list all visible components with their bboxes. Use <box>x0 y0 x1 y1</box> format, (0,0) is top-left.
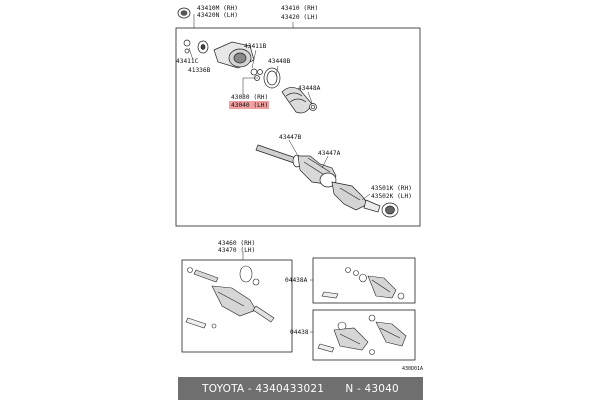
label-cap-lh: 43420N (LH) <box>197 12 238 19</box>
footer-bar <box>178 377 423 400</box>
cap-washer-drawing <box>178 8 190 18</box>
boot-kit-b-drawing <box>318 315 406 355</box>
alt-assembly-drawing <box>186 266 274 328</box>
figure-code: 430D01A <box>402 366 424 372</box>
label-joint-lh: 43040 (LH) <box>231 102 269 109</box>
label-cap-rh: 43410M (RH) <box>197 5 238 12</box>
label-main-lh: 43420 (LH) <box>281 14 319 21</box>
label-43411b: 43411B <box>244 43 267 50</box>
label-41336b: 41336B <box>188 67 211 74</box>
label-43448b: 43448B <box>268 58 291 65</box>
label-alt-rh: 43460 (RH) <box>218 240 256 247</box>
label-alt-lh: 43470 (LH) <box>218 247 256 254</box>
label-43501k: 43501K (RH) <box>371 185 412 192</box>
label-43448a: 43448A <box>298 85 321 92</box>
label-04438a: 04438A <box>285 277 308 284</box>
label-joint-rh: 43030 (RH) <box>231 94 269 101</box>
footer-part-reference: TOYOTA - 4340433021 N - 43040 <box>202 382 399 395</box>
label-43411c: 43411C <box>176 58 199 65</box>
label-43447a: 43447A <box>318 150 341 157</box>
label-43447b: 43447B <box>279 134 302 141</box>
boot-kit-a-drawing <box>322 268 404 300</box>
label-04438: 04438 <box>290 329 309 336</box>
label-main-rh: 43410 (RH) <box>281 5 319 12</box>
label-43502k: 43502K (LH) <box>371 193 412 200</box>
